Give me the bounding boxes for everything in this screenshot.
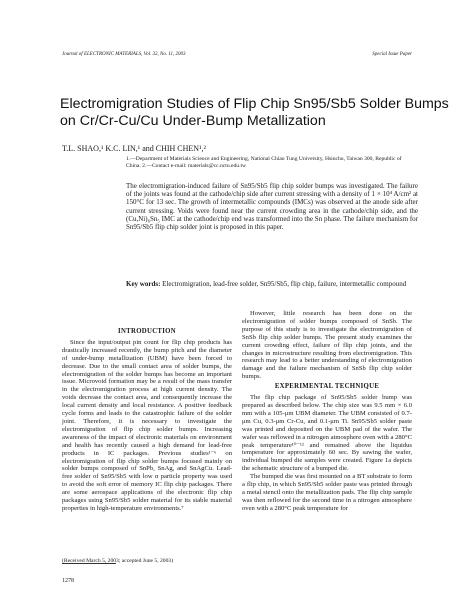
right-paragraph-2: The flip chip package of Sn95/Sb5 solder bump was prepared as described below. The chip size was 9.5 mm × 6.0 mm with a 105-μm UBM diameter. The UBM consisted of 0.7-μm Cu, 0.3-μm Cr-Cu, and 0.1-μm Ti. Sn95/Sb5 solder paste was printed and deposited on the UBM pad of the wafer. The wafer was reflowed in a nitrogen atmosphere oven with a 280°C peak temperature¹⁰⁻¹² and remained above the liquidus temperature for approximately 60 sec. By sawing the wafer, individual bumped die samples were created. Figure 1a depicts the schematic structure of a bumped die.	[242, 394, 412, 473]
issue-label: Special Issue Paper	[372, 52, 412, 57]
received-note: (Received March 5, 2003; accepted June 5, 2003)	[62, 558, 174, 564]
introduction-heading: INTRODUCTION	[118, 328, 176, 335]
experimental-heading: EXPERIMENTAL TECHNIQUE	[274, 383, 380, 391]
keywords-label: Key words:	[126, 280, 161, 288]
title-line-1: Electromigration Studies of Flip Chip Sn95/Sb5 Solder Bumps	[60, 96, 449, 112]
right-paragraph-1: However, little research has been done on the electromigration of solder bumps composed of SnSb. The purpose of this study is to investigate the electromigration of SnSb flip chip solder bumps. The present study examines the current crowding effect, failure of flip chip joints, and the changes in microstructure resulting from electromigration. This research may lead to a better understanding of electromigration damage and the failure mechanism of SnSb flip chip solder bumps.	[242, 310, 412, 381]
page-number: 1278	[62, 578, 74, 584]
left-column	[62, 326, 232, 513]
journal-header: Journal of ELECTRONIC MATERIALS, Vol. 32, No. 11, 2003	[62, 52, 186, 57]
paper-title	[60, 96, 449, 130]
keywords-text: Electromigration, lead-free solder, Sn95/Sb5, flip chip, failure, intermetallic compound	[162, 280, 407, 288]
keywords	[126, 280, 418, 288]
abstract: The electromigration-induced failure of Sn95/Sb5 flip chip solder bumps was investigated. The failure of the joints was found at the cathode/chip side after current stressing with a density of 1 × 10⁴ A/cm² at 150°C for 13 sec. The growth of intermetallic compounds (IMCs) was observed at the anode side after current stressing. Voids were found near the current crowding area in the cathode/chip side, and the (Cu,Ni)₆Sn₅ IMC at the cathode/chip end was transformed into the Sn phase. The failure mechanism for Sn95/Sb5 flip chip solder joint is proposed in this paper.	[126, 182, 418, 232]
introduction-paragraph: Since the input/output pin count for flip chip products has drastically increased recently, the bump pitch and the diameter of under-bump metallization (UBM) have been forced to decrease. Due to the small contact area of solder bumps, the electromigration of the solder bumps has become an important issue. Microvoid formation may be a result of the mass transfer in the electromigration process at high current density. The voids decrease the contact area, and consequently increase the local current density and local resistance. A positive feedback cycle forms and leads to the catastrophic failure of the solder joint. Therefore, it is necessary to investigate the electromigration of flip chip solder bumps. Increasing awareness of the impact of electronic materials on environment and health has recently caused a high demand for lead-free products in IC packages. Previous studies¹⁻⁶ on electromigration of flip chip solder bumps focused mainly on solder bumps composed of SnPb, SnAg, and SnAgCu. Lead-free solder of Sn95/Sb5 with low α particle property was used to avoid the soft error of memory IC flip chip packages. There are some aerospace applications of the electronic flip chip packages using Sn95/Sb5 solder material for its stable material properties in high-temperature environments.⁷	[62, 338, 232, 512]
right-paragraph-3: The bumped die was first mounted on a BT substrate to form a flip chip, in which Sn95/Sb5 solder paste was printed through a metal stencil onto the metallization pads. The flip chip sample was then reflowed for the second time in a nitrogen atmosphere oven with a 280°C peak temperature for	[242, 473, 412, 512]
affiliation: 1.—Department of Materials Science and Engineering, National Chiao Tung University, Hsinchu, Taiwan 300, Republic of China. 2.—Contact e-mail: materials@cc.nctu.edu.tw	[126, 156, 402, 170]
right-column	[242, 310, 412, 513]
author-list: T.L. SHAO,¹ K.C. LIN,¹ and CHIH CHEN¹,²	[62, 144, 206, 153]
title-line-2: on Cr/Cr-Cu/Cu Under-Bump Metallization	[60, 113, 326, 129]
